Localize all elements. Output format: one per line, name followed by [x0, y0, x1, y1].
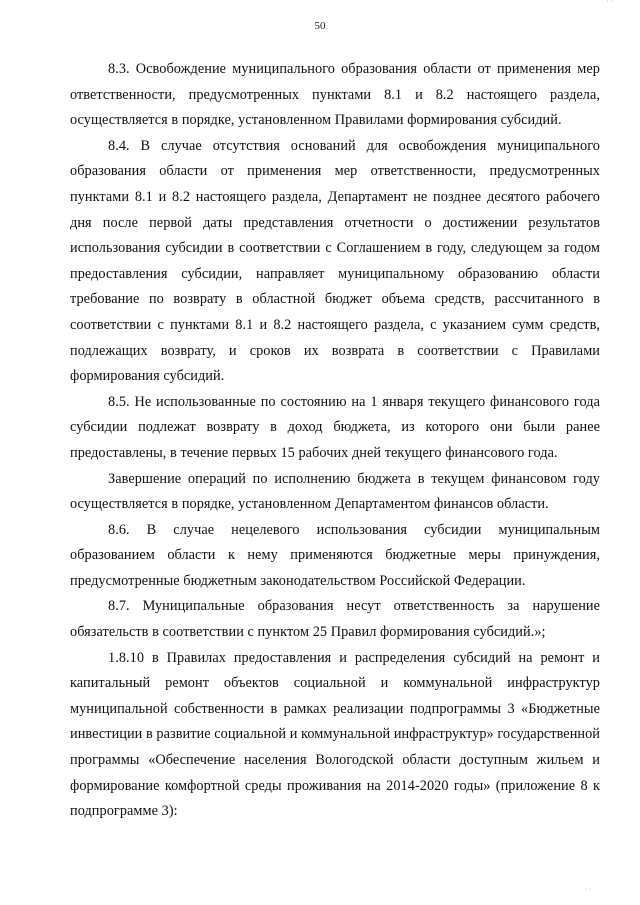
paragraph-1-8-10: 1.8.10 в Правилах предоставления и распределения субсидий на ремонт и капитальный ремонт объектов социальной и коммунальной инфраструктур муниципальной собственности в рамках реализации подпрограммы 3 «Бюджетные инвестиции в развитие социальной и коммунальной инфраструктур» государственной программы «Обеспечение населения Вологодской области доступным жильем и формирование комфортной среды проживания на 2014-2020 годы» (приложение 8 к подпрограмме 3): — [70, 649, 601, 820]
paragraph-8-6: 8.6. В случае нецелевого использования субсидии муниципальным образованием области к нему применяются бюджетные меры принуждения, предусмотренные бюджетным законодательством Российской Федерации. — [70, 521, 600, 589]
paragraph-8-7: 8.7. Муниципальные образования несут ответственность за нарушение обязательств в соответствии с пунктом 25 Правил формирования субсидий.»; — [70, 598, 600, 641]
paragraph-budget-completion: Завершение операций по исполнению бюджета в текущем финансовом году осуществляется в порядке, установленном Департаментом финансов области. — [70, 470, 600, 513]
scan-mark: ˙ ˙ — [606, 0, 614, 8]
paragraph-8-4: 8.4. В случае отсутствия оснований для освобождения муниципального образования области от применения мер ответственности, предусмотренных пунктами 8.1 и 8.2 настоящего раздела, Департамент не позднее десятого рабочего дня после первой даты представления отчетности о достижении результатов использования субсидии в соответствии с Соглашением в году, следующем за годом предоставления субсидии, направляет муниципальному образованию области требование по возврату в областной бюджет объема средств, рассчитанного в соответствии с пунктами 8.1 и 8.2 настоящего раздела, с указанием сумм средств, подлежащих возврату, и сроков их возврата в соответствии с Правилами формирования субсидий. — [70, 137, 600, 385]
paragraph-8-3: 8.3. Освобождение муниципального образования области от применения мер ответственности, предусмотренных пунктами 8.1 и 8.2 настоящего раздела, осуществляется в порядке, установленном Правилами формирования субсидий. — [70, 61, 600, 129]
page-number: 50 — [314, 20, 326, 32]
scan-mark: ˙ ˙ — [584, 887, 592, 896]
document-body — [70, 57, 600, 825]
paragraph-8-5: 8.5. Не использованные по состоянию на 1 января текущего финансового года субсидии подлежат возврату в доход бюджета, из которого они были ранее предоставлены, в течение первых 15 рабочих дней текущего финансового года. — [70, 393, 600, 461]
